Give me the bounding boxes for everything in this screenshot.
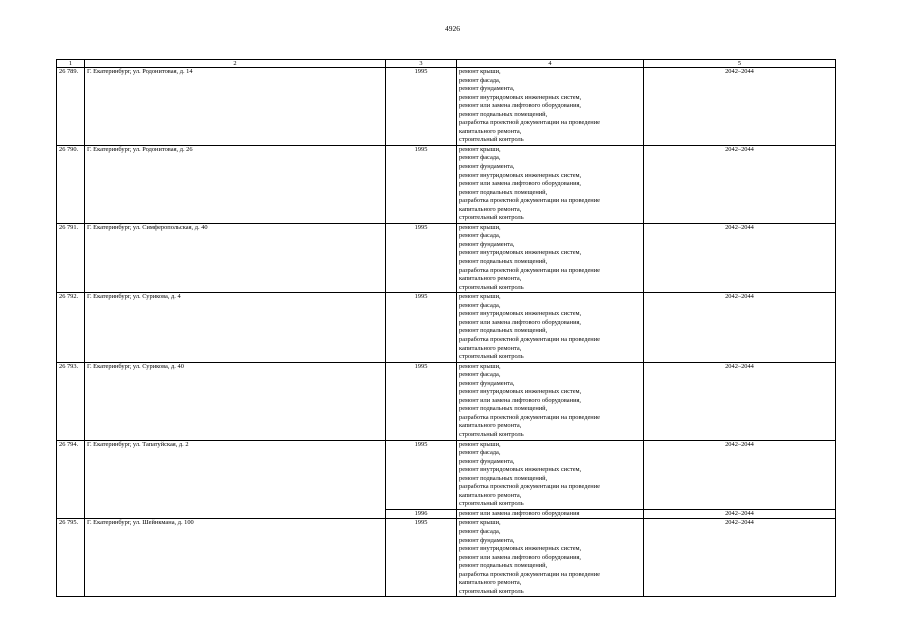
repair-work-item: ремонт фасада, (459, 154, 501, 162)
column-header-5: 5 (644, 60, 836, 68)
repair-work-item: ремонт фасада, (459, 232, 501, 240)
planned-period: 2042–2044 (644, 509, 836, 519)
repair-work-item: ремонт крыши, (459, 519, 501, 527)
column-header-2: 2 (85, 60, 386, 68)
building-address: Г. Екатеринбург, ул. Сурикова, д. 40 (85, 362, 386, 440)
repair-works-list (457, 509, 644, 519)
table-row (57, 68, 836, 146)
planned-period: 2042–2044 (644, 223, 836, 292)
repair-work-item: ремонт фундамента, (459, 379, 515, 387)
repair-work-item: ремонт внутридомовых инженерных систем, (459, 388, 582, 396)
repair-works-list (457, 293, 644, 362)
repair-work-item: ремонт или замена лифтового оборудования, (459, 396, 582, 404)
column-header-3: 3 (386, 60, 457, 68)
repair-work-item: ремонт крыши, (459, 145, 501, 153)
commissioning-year: 1995 (386, 362, 457, 440)
building-address: Г. Екатеринбург, ул. Шейнкмана, д. 100 (85, 519, 386, 597)
row-number: 26 791. (57, 223, 85, 292)
repair-work-item: ремонт подвальных помещений, (459, 258, 548, 266)
table-row (57, 145, 836, 223)
repair-work-item: ремонт подвальных помещений, (459, 474, 548, 482)
building-address: Г. Екатеринбург, ул. Тапатуйская, д. 2 (85, 440, 386, 519)
repair-works-list (457, 519, 644, 597)
building-address: Г. Екатеринбург, ул. Сурикова, д. 4 (85, 293, 386, 362)
row-number: 26 789. (57, 68, 85, 146)
repair-works-list (457, 145, 644, 223)
row-number: 26 795. (57, 519, 85, 597)
table-row (57, 293, 836, 362)
repair-work-item: ремонт внутридомовых инженерных систем, (459, 171, 582, 179)
repair-work-item: ремонт подвальных помещений, (459, 405, 548, 413)
row-number: 26 790. (57, 145, 85, 223)
repair-work-item: ремонт внутридомовых инженерных систем, (459, 249, 582, 257)
repair-work-item: ремонт фундамента, (459, 536, 515, 544)
repair-work-item: ремонт фасада, (459, 371, 501, 379)
planned-period: 2042–2044 (644, 362, 836, 440)
repair-work-item: разработка проектной документации на проведение (459, 335, 600, 343)
table-row (57, 362, 836, 440)
repair-work-item: разработка проектной документации на проведение (459, 483, 600, 491)
repair-work-item: строительный контроль (459, 136, 524, 144)
commissioning-year: 1995 (386, 223, 457, 292)
repair-work-item: ремонт внутридомовых инженерных систем, (459, 93, 582, 101)
repair-work-item: разработка проектной документации на проведение (459, 570, 600, 578)
table-row (57, 440, 836, 509)
page-number: 4926 (445, 24, 460, 33)
repair-work-item: ремонт фундамента, (459, 457, 515, 465)
repair-work-item: ремонт подвальных помещений, (459, 562, 548, 570)
commissioning-year: 1995 (386, 519, 457, 597)
planned-period: 2042–2044 (644, 145, 836, 223)
repair-work-item: капитального ремонта, (459, 579, 522, 587)
repair-work-item: строительный контроль (459, 587, 524, 595)
repair-work-item: ремонт или замена лифтового оборудования, (459, 102, 582, 110)
repair-work-item: капитального ремонта, (459, 344, 522, 352)
commissioning-year: 1995 (386, 145, 457, 223)
repair-work-item: ремонт крыши, (459, 223, 501, 231)
repair-work-item: разработка проектной документации на проведение (459, 197, 600, 205)
repair-work-item: ремонт фундамента, (459, 240, 515, 248)
repair-work-item: капитального ремонта, (459, 205, 522, 213)
column-header-1: 1 (57, 60, 85, 68)
repair-work-item: ремонт внутридомовых инженерных систем, (459, 545, 582, 553)
commissioning-year: 1996 (386, 509, 457, 519)
repair-works-list (457, 440, 644, 509)
repair-work-item: разработка проектной документации на проведение (459, 413, 600, 421)
repair-work-item: капитального ремонта, (459, 275, 522, 283)
table-body (57, 68, 836, 597)
repair-work-item: строительный контроль (459, 430, 524, 438)
row-number: 26 792. (57, 293, 85, 362)
planned-period: 2042–2044 (644, 68, 836, 146)
repair-work-item: ремонт крыши, (459, 440, 501, 448)
planned-period: 2042–2044 (644, 519, 836, 597)
repair-works-list (457, 68, 644, 146)
repair-work-item: ремонт фасада, (459, 527, 501, 535)
repair-work-item: ремонт или замена лифтового оборудования, (459, 180, 582, 188)
repair-work-item: капитального ремонта, (459, 422, 522, 430)
repair-work-item: ремонт фасада, (459, 301, 501, 309)
repair-work-item: ремонт подвальных помещений, (459, 327, 548, 335)
table-row (57, 519, 836, 597)
table-row (57, 223, 836, 292)
repair-work-item: ремонт крыши, (459, 293, 501, 301)
repair-work-item: ремонт внутридомовых инженерных систем, (459, 466, 582, 474)
repair-work-item: ремонт фундамента, (459, 163, 515, 171)
repair-work-item: разработка проектной документации на проведение (459, 266, 600, 274)
commissioning-year: 1995 (386, 68, 457, 146)
repair-work-item: ремонт внутридомовых инженерных систем, (459, 310, 582, 318)
repair-works-list (457, 362, 644, 440)
repair-work-item: капитального ремонта, (459, 491, 522, 499)
repair-works-list (457, 223, 644, 292)
repair-work-item: ремонт фасада, (459, 449, 501, 457)
column-header-4: 4 (457, 60, 644, 68)
repair-work-item: ремонт крыши, (459, 68, 501, 75)
repair-work-item: ремонт фундамента, (459, 85, 515, 93)
repair-work-item: ремонт подвальных помещений, (459, 188, 548, 196)
repair-work-item: ремонт фасада, (459, 76, 501, 84)
repair-work-item: строительный контроль (459, 283, 524, 291)
commissioning-year: 1995 (386, 440, 457, 509)
repair-work-item: разработка проектной документации на проведение (459, 119, 600, 127)
repair-work-item: строительный контроль (459, 214, 524, 222)
table-header-row (57, 60, 836, 68)
repair-work-item: строительный контроль (459, 500, 524, 508)
row-number: 26 794. (57, 440, 85, 519)
repair-work-item: ремонт или замена лифтового оборудования, (459, 553, 582, 561)
building-address: Г. Екатеринбург, ул. Родонитовая, д. 14 (85, 68, 386, 146)
repair-work-item: строительный контроль (459, 353, 524, 361)
repair-work-item: капитального ремонта, (459, 127, 522, 135)
row-number: 26 793. (57, 362, 85, 440)
repair-schedule-table (56, 59, 836, 597)
repair-work-item: ремонт крыши, (459, 362, 501, 370)
commissioning-year: 1995 (386, 293, 457, 362)
repair-work-item: ремонт или замена лифтового оборудования (459, 509, 580, 517)
repair-work-item: ремонт подвальных помещений, (459, 110, 548, 118)
planned-period: 2042–2044 (644, 440, 836, 509)
planned-period: 2042–2044 (644, 293, 836, 362)
building-address: Г. Екатеринбург, ул. Родонитовая, д. 26 (85, 145, 386, 223)
repair-work-item: ремонт или замена лифтового оборудования, (459, 318, 582, 326)
building-address: Г. Екатеринбург, ул. Симферопольская, д. 40 (85, 223, 386, 292)
